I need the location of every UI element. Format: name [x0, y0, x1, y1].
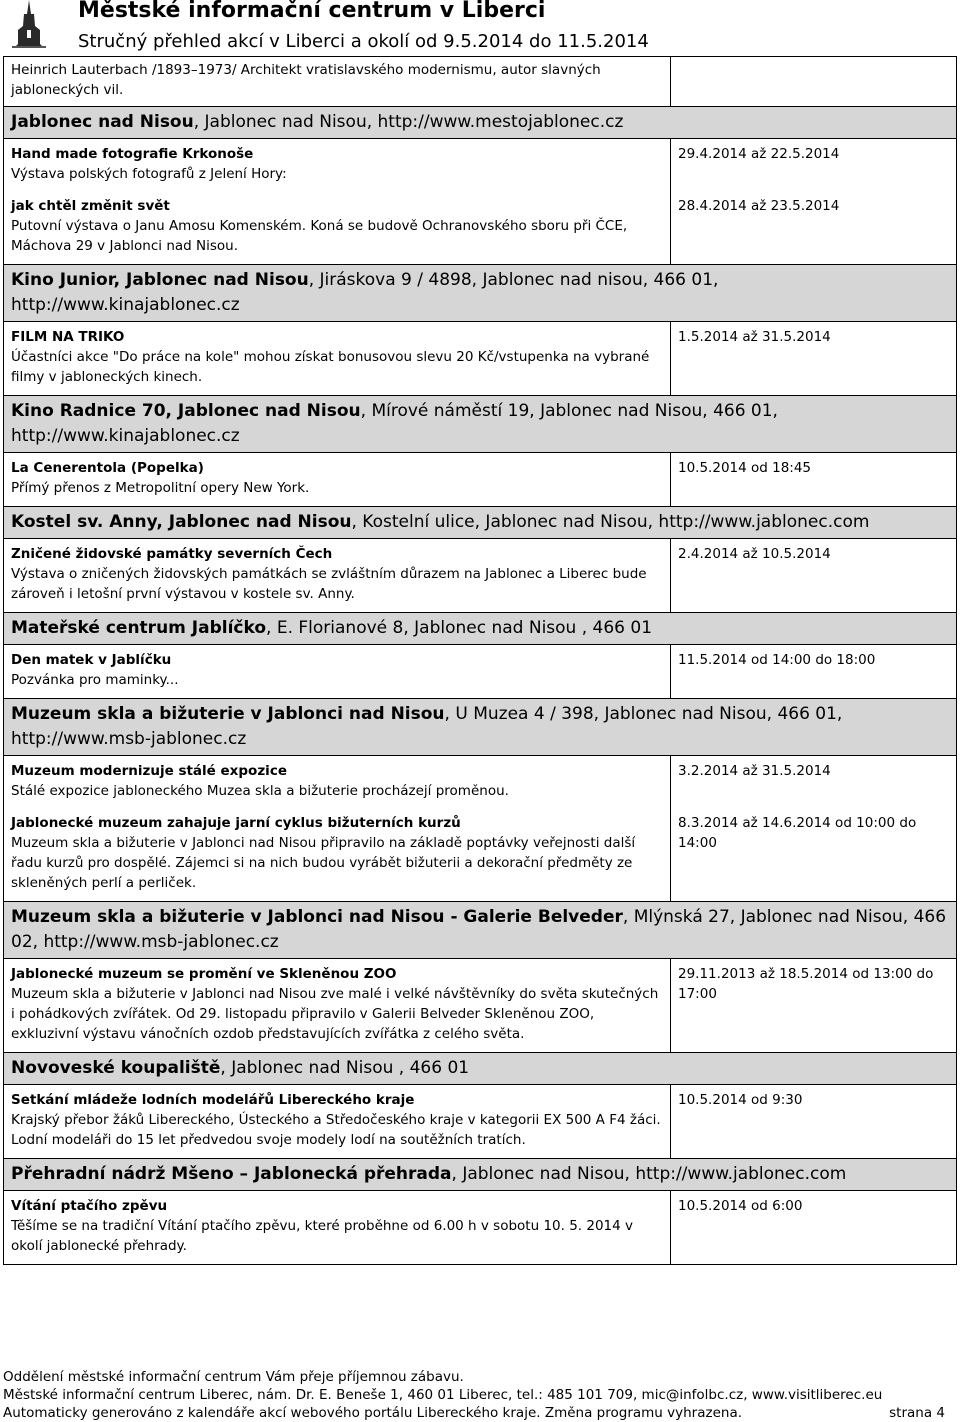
event-description: Výstava polských fotografů z Jelení Hory:: [11, 166, 287, 182]
venue-heading: Jablonec nad Nisou, Jablonec nad Nisou, http://www.mestojablonec.cz: [4, 107, 957, 139]
page-header: [0, 0, 960, 56]
event-title: Jablonecké muzeum zahajuje jarní cyklus bižuterních kurzů: [11, 815, 461, 831]
page-subtitle: Stručný přehled akcí v Liberci a okolí od 9.5.2014 do 11.5.2014: [78, 31, 649, 52]
venue-heading: Mateřské centrum Jablíčko, E. Florianové 8, Jablonec nad Nisou , 466 01: [4, 613, 957, 645]
venue-heading: Přehradní nádrž Mšeno – Jablonecká přehrada, Jablonec nad Nisou, http://www.jablonec.com: [4, 1159, 957, 1191]
page-title: Městské informační centrum v Liberci: [78, 0, 546, 23]
footer-contact: Městské informační centrum Liberec, nám. Dr. E. Beneše 1, 460 01 Liberec, tel.: 485 101 709, mic@infolbc.cz, www.visitliberec.eu: [3, 1387, 883, 1403]
table-row: [4, 57, 957, 107]
footer-disclaimer: Automaticky generováno z kalendáře akcí webového portálu Libereckého kraje. Změna programu vyhrazena.: [3, 1405, 743, 1421]
venue-heading: Novoveské koupaliště, Jablonec nad Nisou , 466 01: [4, 1053, 957, 1085]
event-cell: [4, 959, 671, 1053]
event-title: Muzeum modernizuje stálé expozice: [11, 763, 287, 779]
event-title: FILM NA TRIKO: [11, 329, 125, 345]
venue-heading: Muzeum skla a bižuterie v Jablonci nad Nisou - Galerie Belveder, Mlýnská 27, Jablonec nad Nisou, 466 02, http://www.msb-jablonec.cz: [4, 902, 957, 959]
event-cell: [4, 453, 671, 507]
table-row: [4, 539, 957, 613]
event-date: 11.5.2014 od 14:00 do 18:00: [671, 645, 957, 699]
event-date: 28.4.2014 až 23.5.2014: [678, 198, 840, 214]
event-title: Jablonecké muzeum se promění ve Skleněnou ZOO: [11, 966, 397, 982]
table-row: [4, 139, 957, 265]
event-description: Putovní výstava o Janu Amosu Komenském. Koná se budově Ochranovského sboru při ČCE, Máchova 29 v Jablonci nad Nisou.: [11, 218, 628, 254]
event-title: jak chtěl změnit svět: [11, 198, 170, 214]
event-description: Těšíme se na tradiční Vítání ptačího zpěvu, které proběhne od 6.00 h v sobotu 10. 5. 2014 v okolí jablonecké přehrady.: [11, 1218, 634, 1254]
table-row: [4, 453, 957, 507]
event-description: Muzeum skla a bižuterie v Jablonci nad Nisou zve malé i velké návštěvníky do světa skutečných i pohádkových zvířátek. Od 29. listopadu připravilo v Galerii Belveder Skleněnou ZOO, exkluzivní výstavu vánočních ozdob představujících zvířátka z celého světa.: [11, 986, 659, 1042]
event-title: Setkání mládeže lodních modelářů Libereckého kraje: [11, 1092, 415, 1108]
event-description: Heinrich Lauterbach /1893–1973/ Architekt vratislavského modernismu, autor slavných jabloneckých vil.: [4, 57, 671, 107]
event-cell: [4, 539, 671, 613]
event-date: [671, 57, 957, 107]
event-date: 29.4.2014 až 22.5.2014: [678, 146, 840, 162]
event-description: Přímý přenos z Metropolitní opery New York.: [11, 480, 310, 496]
event-title: Den matek v Jablíčku: [11, 652, 172, 668]
event-cell: [4, 1191, 671, 1265]
table-row: [4, 645, 957, 699]
event-date: 10.5.2014 od 6:00: [671, 1191, 957, 1265]
event-description: Účastníci akce "Do práce na kole" mohou získat bonusovou slevu 20 Kč/vstupenka na vybrané filmy v jabloneckých kinech.: [11, 349, 650, 385]
event-cell: [4, 322, 671, 396]
event-date-cell: [671, 139, 957, 265]
event-cell: [4, 139, 671, 265]
table-row: [4, 1085, 957, 1159]
venue-heading: Kostel sv. Anny, Jablonec nad Nisou, Kostelní ulice, Jablonec nad Nisou, http://www.jablonec.com: [4, 507, 957, 539]
table-row: [4, 756, 957, 902]
table-row: [4, 1191, 957, 1265]
event-date: 2.4.2014 až 10.5.2014: [671, 539, 957, 613]
event-date: 1.5.2014 až 31.5.2014: [671, 322, 957, 396]
event-description: Krajský přebor žáků Libereckého, Ústeckého a Středočeského kraje v kategorii EX 500 A F4 žáci. Lodní modeláři do 15 let předvedou svoje modely lodí na soutěžních tratích.: [11, 1112, 661, 1148]
event-cell: [4, 756, 671, 902]
events-table: [3, 56, 957, 1265]
table-row: [4, 959, 957, 1053]
venue-heading: Kino Radnice 70, Jablonec nad Nisou, Mírové náměstí 19, Jablonec nad Nisou, 466 01, http://www.kinajablonec.cz: [4, 396, 957, 453]
page-footer: [3, 1368, 953, 1422]
event-date: 29.11.2013 až 18.5.2014 od 13:00 do 17:00: [671, 959, 957, 1053]
event-date: 10.5.2014 od 18:45: [671, 453, 957, 507]
event-title: La Cenerentola (Popelka): [11, 460, 204, 476]
event-date: 3.2.2014 až 31.5.2014: [678, 763, 831, 779]
page-number: strana 4: [889, 1405, 945, 1421]
venue-heading: Muzeum skla a bižuterie v Jablonci nad Nisou, U Muzea 4 / 398, Jablonec nad Nisou, 466 01, http://www.msb-jablonec.cz: [4, 699, 957, 756]
event-description: Muzeum skla a bižuterie v Jablonci nad Nisou připravilo na základě poptávky veřejnosti další řadu kurzů pro dospělé. Zájemci si na nich budou vyrábět bižuterii a dekorační předměty ze skleněných perlí a perliček.: [11, 835, 636, 891]
event-description: Stálé expozice jabloneckého Muzea skla a bižuterie procházejí proměnou.: [11, 783, 509, 799]
event-title: Vítání ptačího zpěvu: [11, 1198, 168, 1214]
event-cell: [4, 645, 671, 699]
footer-greeting: Oddělení městské informační centrum Vám přeje příjemnou zábavu.: [3, 1369, 464, 1385]
event-date-cell: [671, 756, 957, 902]
event-description: Výstava o zničených židovských památkách se zvláštním důrazem na Jablonec a Liberec bude zároveň i letošní první výstavou v kostele sv. Anny.: [11, 566, 647, 602]
event-title: Hand made fotografie Krkonoše: [11, 146, 254, 162]
liberec-town-hall-logo-icon: [10, 0, 48, 50]
event-cell: [4, 1085, 671, 1159]
table-row: [4, 322, 957, 396]
venue-heading: Kino Junior, Jablonec nad Nisou, Jiráskova 9 / 4898, Jablonec nad nisou, 466 01, http://www.kinajablonec.cz: [4, 265, 957, 322]
event-date: 8.3.2014 až 14.6.2014 od 10:00 do 14:00: [678, 815, 917, 851]
event-description: Pozvánka pro maminky...: [11, 672, 179, 688]
event-title: Zničené židovské památky severních Čech: [11, 546, 333, 562]
event-date: 10.5.2014 od 9:30: [671, 1085, 957, 1159]
